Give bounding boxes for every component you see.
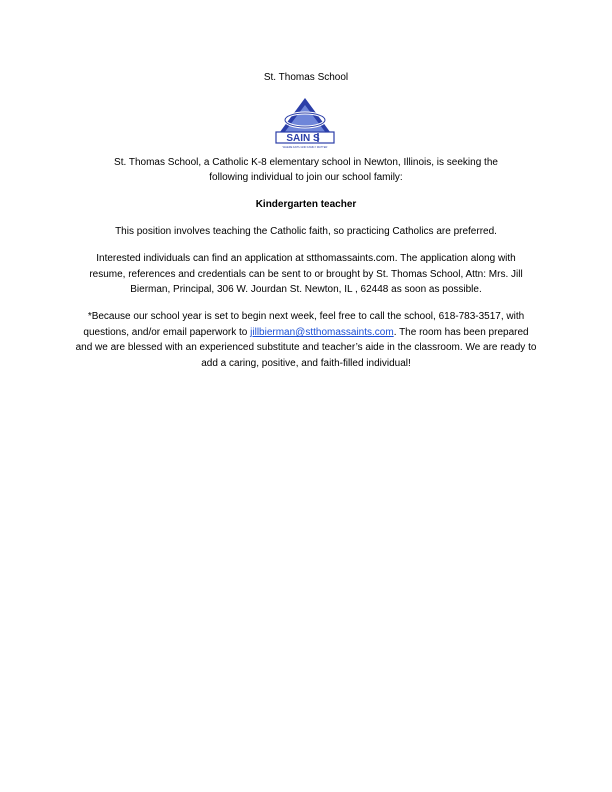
logo-text: SAIN S [286,133,320,144]
note-line-4: add a caring, positive, and faith-filled individual! [201,358,411,369]
email-link[interactable]: jillbierman@stthomassaints.com [250,327,394,338]
saints-logo-icon [272,96,338,150]
apply-line-3: Bierman, Principal, 306 W. Jourdan St. Newton, IL , 62448 as soon as possible. [130,284,482,295]
intro-line-2: following individual to join our school family: [209,172,403,183]
apply-line-1: Interested individuals can find an application at stthomassaints.com. The application along with [96,253,516,264]
position-title: Kindergarten teacher [255,199,357,210]
saints-logo-graphic [272,96,338,150]
note-line-2-end: . The room has been prepared [393,327,529,338]
apply-line-2: resume, references and credentials can be sent to or brought by St. Thomas School, Attn: Mrs. Jill [89,269,523,280]
note-line-2-start: questions, and/or email paperwork to [83,327,251,338]
note-line-1: *Because our school year is set to begin next week, feel free to call the school, 618-783-3517, with [87,311,525,322]
note-line-3: and we are blessed with an experienced substitute and teacher’s aide in the classroom. We are ready to [75,342,537,353]
logo-tagline: WHERE FAITH AND FAMILY MATTER [282,146,328,149]
school-title: St. Thomas School [263,72,349,83]
note-line-2 [0,326,612,340]
intro-line-1: St. Thomas School, a Catholic K-8 elementary school in Newton, Illinois, is seeking the [114,157,498,168]
faith-line: This position involves teaching the Catholic faith, so practicing Catholics are preferred. [115,226,497,237]
